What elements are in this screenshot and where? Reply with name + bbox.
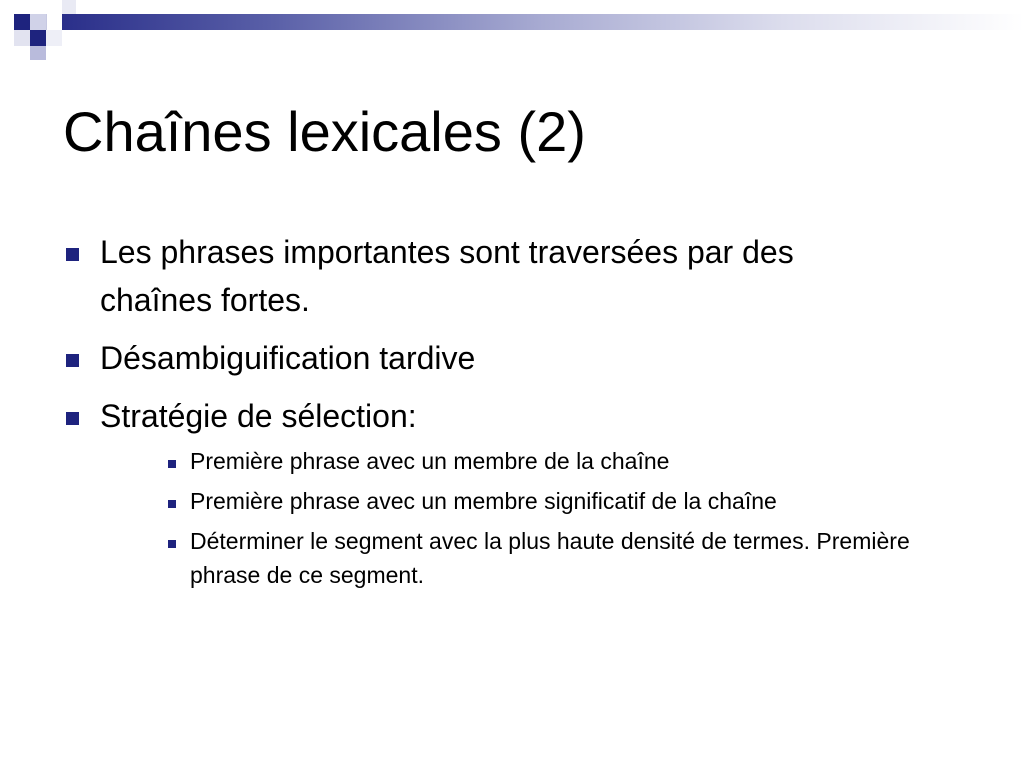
bullet-item — [0, 392, 1024, 592]
sub-bullet-item — [100, 484, 1024, 518]
square-bullet-icon — [168, 500, 176, 508]
sub-bullet-text: Déterminer le segment avec la plus haute densité de termes. Première phrase de ce segment. — [190, 528, 910, 588]
header-decoration-square — [46, 14, 62, 30]
header-decoration-square — [14, 30, 30, 46]
bullet-text: Stratégie de sélection: — [100, 398, 417, 434]
header-decoration-square — [30, 14, 46, 30]
square-bullet-icon — [66, 412, 79, 425]
bullet-item — [0, 334, 1024, 382]
sub-bullet-text: Première phrase avec un membre de la chaîne — [190, 448, 670, 474]
bullet-list — [0, 228, 1024, 602]
sub-bullet-text: Première phrase avec un membre significatif de la chaîne — [190, 488, 777, 514]
square-bullet-icon — [66, 354, 79, 367]
bullet-text: Désambiguification tardive — [100, 340, 476, 376]
square-bullet-icon — [66, 248, 79, 261]
sub-bullet-item — [100, 444, 1024, 478]
sub-bullet-item — [100, 524, 1024, 592]
header-decoration-square — [30, 46, 46, 60]
slide-title: Chaînes lexicales (2) — [63, 100, 586, 163]
header-decoration-square — [46, 30, 62, 46]
sub-bullet-list — [0, 444, 1024, 592]
square-bullet-icon — [168, 460, 176, 468]
header-decoration-square — [62, 0, 76, 14]
bullet-item — [0, 228, 1024, 324]
header-decoration-square — [30, 30, 46, 46]
bullet-text: Les phrases importantes sont traversées par des chaînes fortes. — [100, 234, 794, 318]
square-bullet-icon — [168, 540, 176, 548]
header-decoration-square — [14, 14, 30, 30]
header-gradient-band — [62, 14, 1024, 30]
